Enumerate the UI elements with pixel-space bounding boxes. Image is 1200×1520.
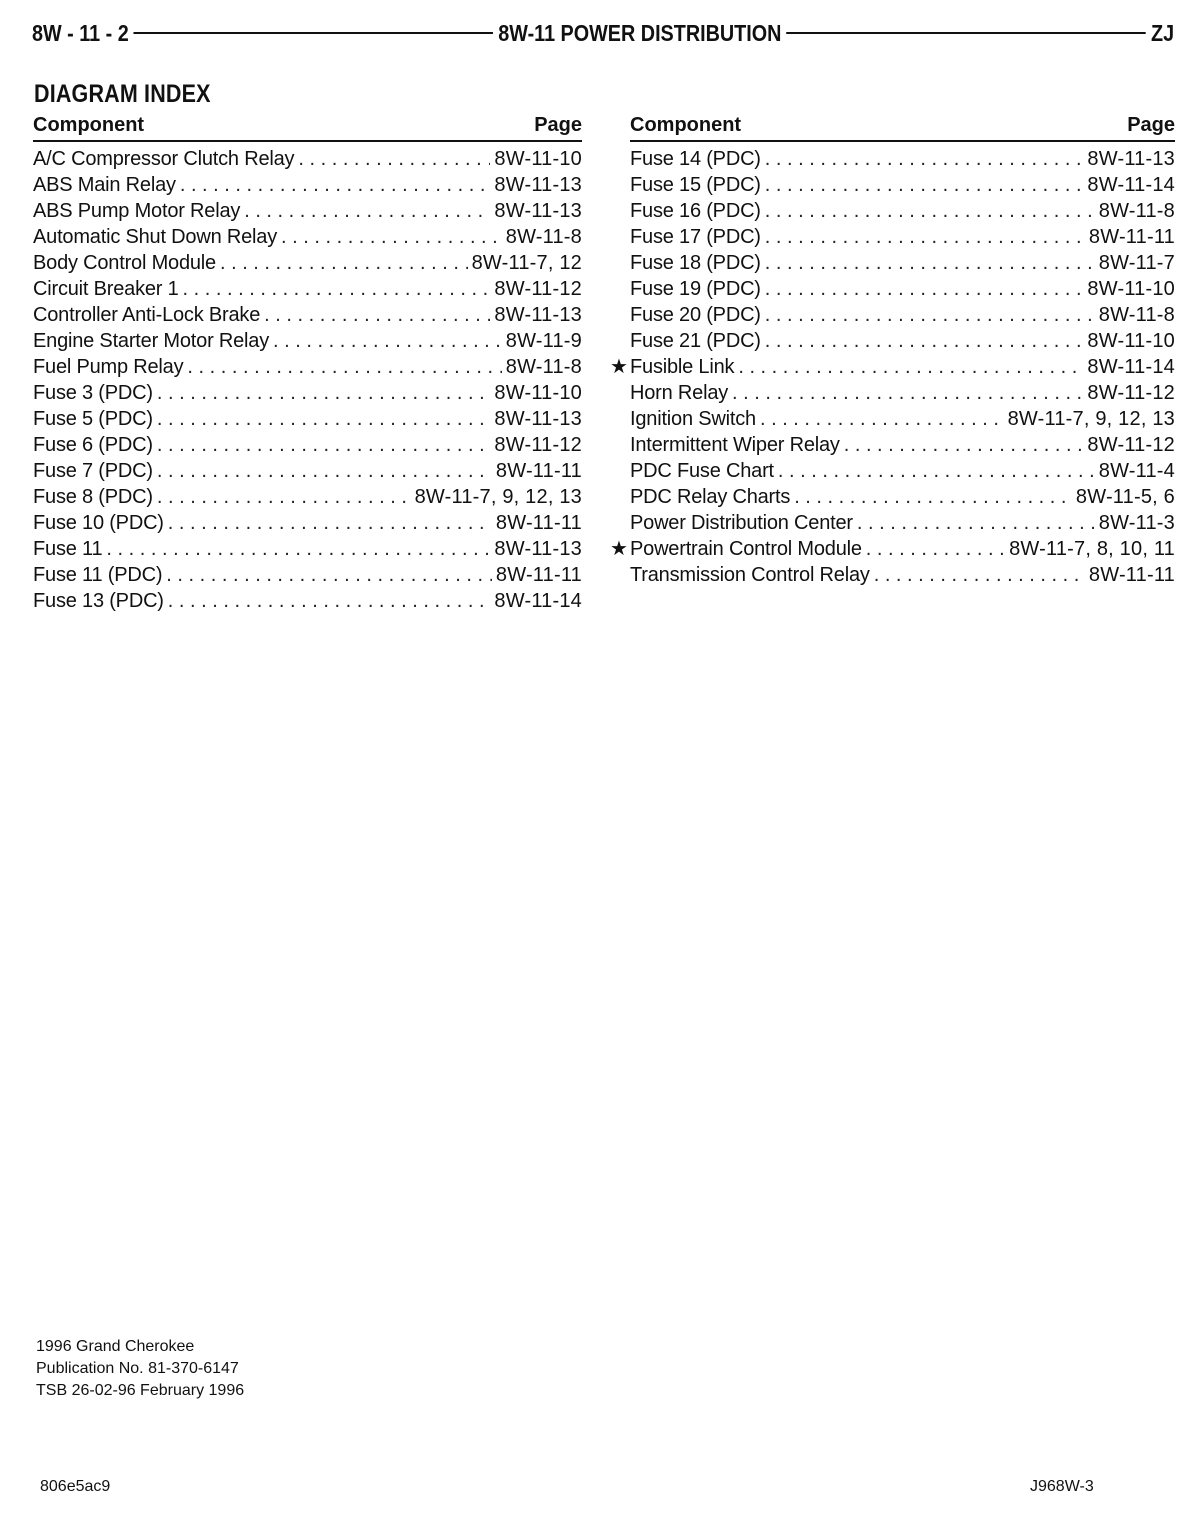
dot-leader — [157, 458, 492, 484]
dot-leader — [180, 172, 491, 198]
star-icon: ★ — [610, 356, 628, 378]
star-icon: ★ — [610, 538, 628, 560]
index-row — [611, 510, 1175, 536]
component-name: PDC Fuse Chart — [630, 460, 774, 482]
component-name: Fuse 21 (PDC) — [630, 330, 761, 352]
document-id-left: 806e5ac9 — [40, 1478, 111, 1495]
model-code: ZJ — [1150, 19, 1175, 46]
component-name: Fuse 11 — [33, 538, 103, 560]
page-reference: 8W-11-10 — [494, 148, 582, 170]
component-name: A/C Compressor Clutch Relay — [33, 148, 295, 170]
dot-leader — [760, 406, 1004, 432]
index-column-left — [33, 114, 582, 614]
component-name: Fuse 15 (PDC) — [630, 174, 761, 196]
index-row — [611, 380, 1175, 406]
dot-leader — [183, 276, 491, 302]
page-reference: 8W-11-11 — [495, 512, 582, 534]
page-reference: 8W-11-10 — [494, 382, 582, 404]
index-row — [611, 224, 1175, 250]
page-reference: 8W-11-12 — [1087, 434, 1175, 456]
page-reference: 8W-11-11 — [1088, 564, 1175, 586]
header-rule-left — [134, 32, 493, 34]
dot-leader — [168, 510, 492, 536]
index-row — [611, 354, 1175, 380]
index-row — [611, 406, 1175, 432]
page-reference: 8W-11-11 — [495, 460, 582, 482]
dot-leader — [298, 146, 490, 172]
publication-number: Publication No. 81-370-6147 — [36, 1360, 239, 1377]
dot-leader — [844, 432, 1084, 458]
header-rule-right — [787, 32, 1146, 34]
component-name: Fuse 13 (PDC) — [33, 590, 164, 612]
index-rows-left — [33, 146, 582, 614]
index-row — [33, 510, 582, 536]
index-rows-right — [611, 146, 1175, 588]
index-row — [33, 380, 582, 406]
dot-leader — [765, 302, 1095, 328]
component-name: Fuse 10 (PDC) — [33, 512, 164, 534]
component-name: Fuse 14 (PDC) — [630, 148, 761, 170]
page-reference: 8W-11-13 — [1087, 148, 1175, 170]
section-title: 8W-11 POWER DISTRIBUTION — [498, 19, 782, 46]
index-row — [611, 276, 1175, 302]
index-row — [33, 224, 582, 250]
page-reference: 8W-11-8 — [1098, 200, 1175, 222]
page-reference: 8W-11-12 — [1087, 382, 1175, 404]
index-row — [33, 172, 582, 198]
dot-leader — [168, 588, 491, 614]
page-reference: 8W-11-7, 9, 12, 13 — [1007, 408, 1175, 430]
page-reference: 8W-11-14 — [1087, 356, 1175, 378]
index-row — [33, 588, 582, 614]
index-row — [33, 536, 582, 562]
page-reference: 8W-11-11 — [495, 564, 582, 586]
column-header-right — [630, 114, 1175, 142]
dot-leader — [157, 380, 491, 406]
index-row — [611, 172, 1175, 198]
page-reference: 8W-11-13 — [494, 174, 582, 196]
page-reference: 8W-11-10 — [1087, 278, 1175, 300]
dot-leader — [187, 354, 501, 380]
dot-leader — [857, 510, 1095, 536]
dot-leader — [732, 380, 1083, 406]
component-name: Fuse 18 (PDC) — [630, 252, 761, 274]
index-row — [33, 484, 582, 510]
page-reference: 8W-11-8 — [505, 226, 582, 248]
dot-leader — [157, 432, 491, 458]
index-row — [611, 250, 1175, 276]
component-name: Horn Relay — [630, 382, 729, 404]
dot-leader — [765, 276, 1084, 302]
component-name: Power Distribution Center — [630, 512, 853, 534]
dot-leader — [765, 250, 1095, 276]
component-name: ABS Pump Motor Relay — [33, 200, 241, 222]
component-name: Fuse 20 (PDC) — [630, 304, 761, 326]
dot-leader — [273, 328, 502, 354]
page-reference: 8W-11-12 — [494, 278, 582, 300]
page-reference: 8W-11-14 — [1087, 174, 1175, 196]
index-row — [611, 458, 1175, 484]
page-reference: 8W-11-3 — [1098, 512, 1175, 534]
component-name: Intermittent Wiper Relay — [630, 434, 840, 456]
index-row — [611, 198, 1175, 224]
dot-leader — [765, 328, 1084, 354]
component-name: ABS Main Relay — [33, 174, 176, 196]
page-reference: 8W-11-8 — [505, 356, 582, 378]
dot-leader — [281, 224, 502, 250]
index-row — [611, 146, 1175, 172]
index-row — [611, 562, 1175, 588]
dot-leader — [765, 224, 1085, 250]
dot-leader — [765, 172, 1084, 198]
page-reference: 8W-11-13 — [494, 538, 582, 560]
index-row — [611, 302, 1175, 328]
dot-leader — [157, 406, 491, 432]
page-header — [32, 16, 1174, 50]
page-reference: 8W-11-10 — [1087, 330, 1175, 352]
dot-leader — [866, 536, 1005, 562]
dot-leader — [264, 302, 490, 328]
page-reference: 8W-11-7 — [1098, 252, 1175, 274]
diagram-index-title: DIAGRAM INDEX — [34, 80, 211, 108]
dot-leader — [166, 562, 492, 588]
component-name: Fuse 11 (PDC) — [33, 564, 163, 586]
dot-leader — [794, 484, 1072, 510]
component-name: Fusible Link — [630, 356, 735, 378]
component-heading: Component — [630, 114, 742, 136]
page-heading: Page — [1127, 114, 1175, 136]
dot-leader — [765, 198, 1095, 224]
index-row — [33, 458, 582, 484]
index-column-right — [611, 114, 1175, 588]
component-name: Circuit Breaker 1 — [33, 278, 179, 300]
index-row — [33, 432, 582, 458]
index-row — [33, 198, 582, 224]
dot-leader — [874, 562, 1085, 588]
component-name: Fuse 6 (PDC) — [33, 434, 153, 456]
page-reference: 8W-11-11 — [1088, 226, 1175, 248]
publication-tsb: TSB 26-02-96 February 1996 — [36, 1382, 245, 1399]
page-reference: 8W-11-12 — [494, 434, 582, 456]
index-row — [33, 328, 582, 354]
page-reference: 8W-11-7, 8, 10, 11 — [1009, 538, 1175, 560]
page-reference: 8W-11-7, 12 — [471, 252, 582, 274]
component-name: Transmission Control Relay — [630, 564, 870, 586]
column-header-left — [33, 114, 582, 142]
component-name: Automatic Shut Down Relay — [33, 226, 278, 248]
dot-leader — [244, 198, 490, 224]
page-reference: 8W-11-7, 9, 12, 13 — [414, 486, 582, 508]
component-name: Fuel Pump Relay — [33, 356, 184, 378]
component-name: Engine Starter Motor Relay — [33, 330, 270, 352]
index-row — [33, 146, 582, 172]
page-reference: 8W-11-9 — [505, 330, 582, 352]
page-reference: 8W-11-5, 6 — [1075, 486, 1175, 508]
component-name: Ignition Switch — [630, 408, 756, 430]
index-row — [33, 302, 582, 328]
dot-leader — [765, 146, 1084, 172]
publication-info — [36, 1336, 244, 1402]
page-reference: 8W-11-8 — [1098, 304, 1175, 326]
component-heading: Component — [33, 114, 145, 136]
index-row — [33, 354, 582, 380]
index-row — [33, 250, 582, 276]
dot-leader — [778, 458, 1095, 484]
publication-model: 1996 Grand Cherokee — [36, 1338, 195, 1355]
index-row — [33, 562, 582, 588]
component-name: Body Control Module — [33, 252, 216, 274]
page-number: 8W - 11 - 2 — [32, 19, 129, 46]
component-name: Fuse 7 (PDC) — [33, 460, 153, 482]
page-reference: 8W-11-13 — [494, 200, 582, 222]
component-name: Fuse 16 (PDC) — [630, 200, 761, 222]
component-name: PDC Relay Charts — [630, 486, 791, 508]
component-name: Powertrain Control Module — [630, 538, 862, 560]
index-row — [611, 432, 1175, 458]
index-row — [611, 328, 1175, 354]
page-heading: Page — [534, 114, 582, 136]
component-name: Fuse 5 (PDC) — [33, 408, 153, 430]
dot-leader — [220, 250, 468, 276]
page-reference: 8W-11-14 — [494, 590, 582, 612]
index-row — [33, 406, 582, 432]
dot-leader — [106, 536, 490, 562]
component-name: Fuse 17 (PDC) — [630, 226, 761, 248]
component-name: Controller Anti-Lock Brake — [33, 304, 261, 326]
component-name: Fuse 8 (PDC) — [33, 486, 153, 508]
page-reference: 8W-11-13 — [494, 304, 582, 326]
component-name: Fuse 19 (PDC) — [630, 278, 761, 300]
page-reference: 8W-11-13 — [494, 408, 582, 430]
page-reference: 8W-11-4 — [1098, 460, 1175, 482]
index-row — [33, 276, 582, 302]
dot-leader — [157, 484, 411, 510]
index-row — [611, 536, 1175, 562]
component-name: Fuse 3 (PDC) — [33, 382, 153, 404]
document-id-right: J968W-3 — [1030, 1478, 1094, 1495]
index-row — [611, 484, 1175, 510]
dot-leader — [738, 354, 1083, 380]
